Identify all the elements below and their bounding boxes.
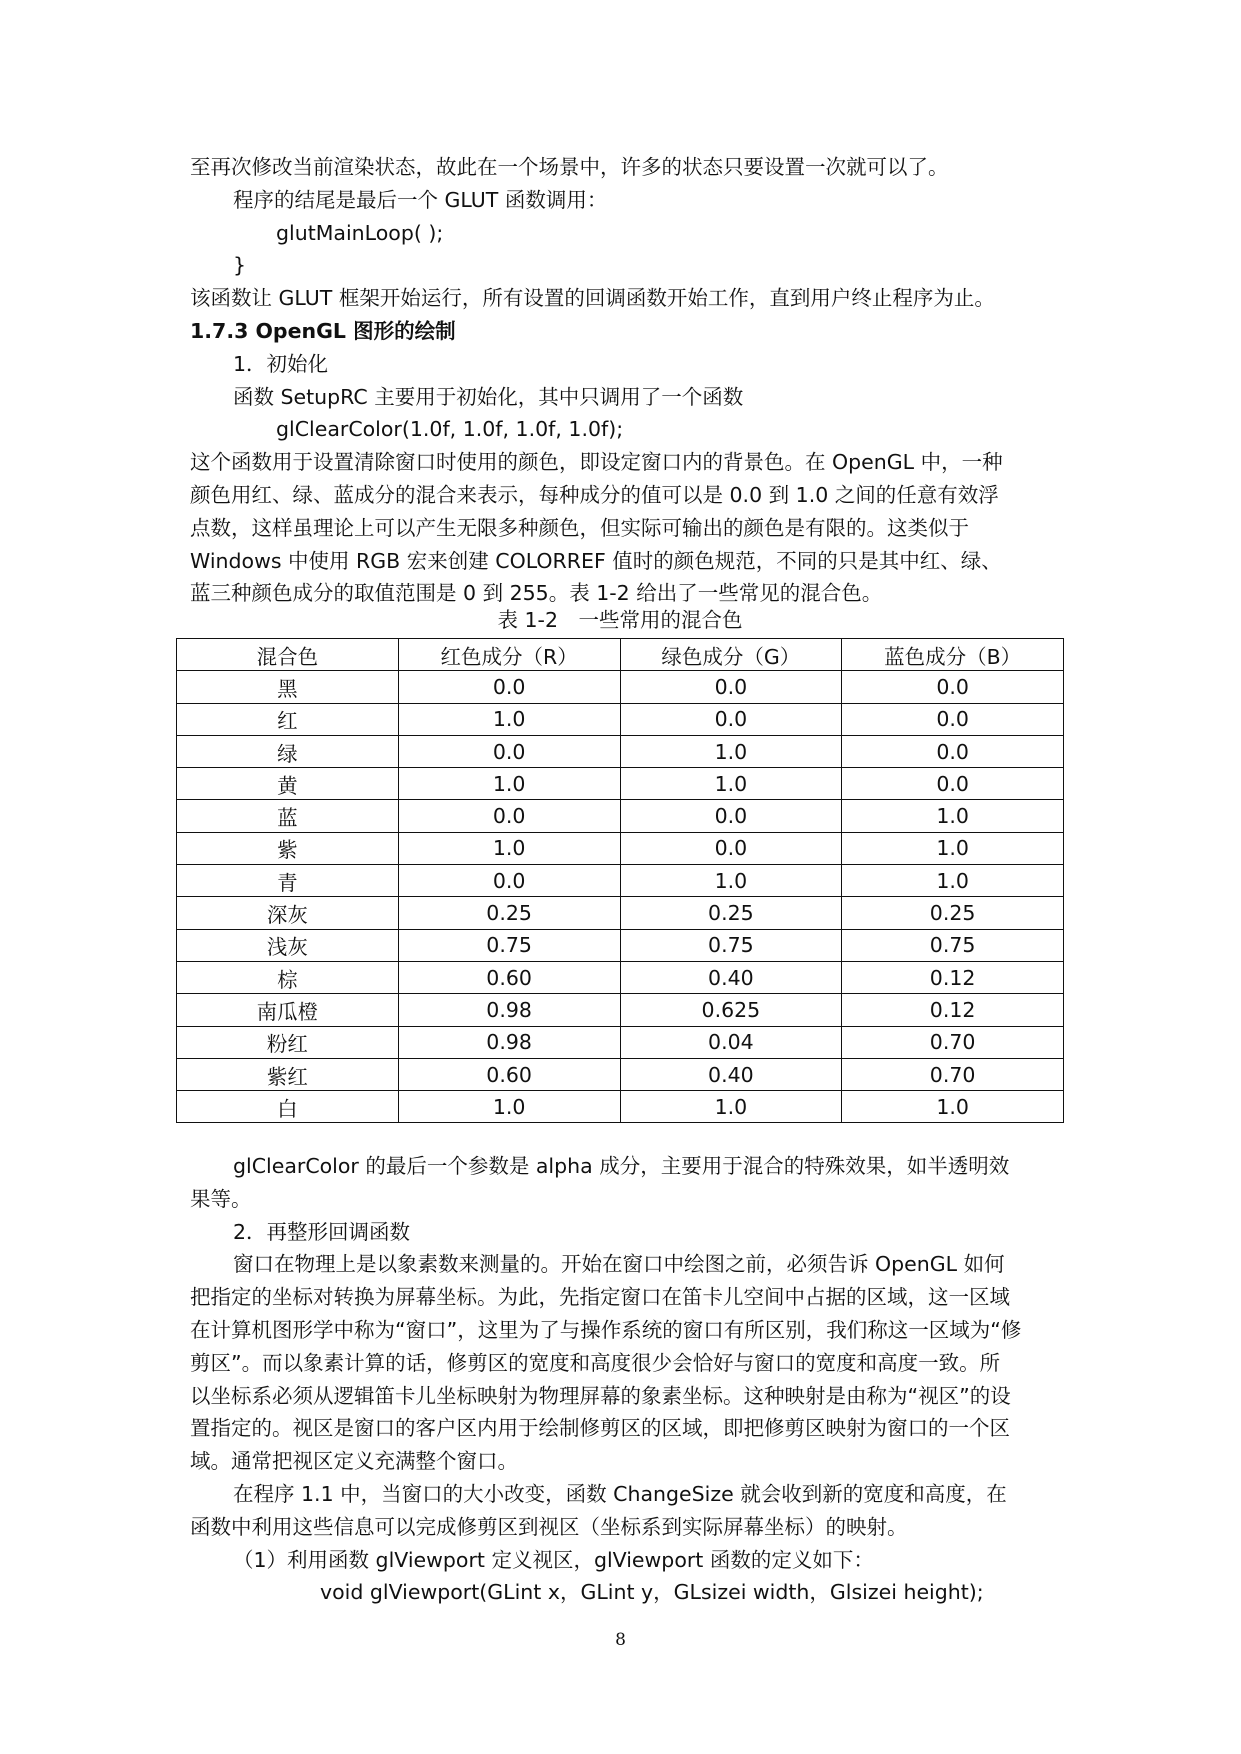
component-value-cell: 0.75 [842,929,1064,961]
component-value-cell: 1.0 [842,800,1064,832]
table-row [177,800,1064,832]
page-number: 8 [615,1630,626,1650]
color-name-cell: 浅灰 [177,929,399,961]
table-row [177,929,1064,961]
table-row [177,961,1064,993]
table-row [177,1058,1064,1090]
color-mix-table [176,638,1064,1123]
table-row [177,897,1064,929]
component-value-cell: 0.0 [398,735,620,767]
component-value-cell: 1.0 [620,865,842,897]
color-name-cell: 绿 [177,735,399,767]
color-name-cell: 红 [177,703,399,735]
component-value-cell: 0.60 [398,961,620,993]
component-value-cell: 0.0 [398,800,620,832]
text-line: 域。通常把视区定义充满整个窗口。 [190,1449,518,1474]
color-name-cell: 紫红 [177,1058,399,1090]
component-value-cell: 0.70 [842,1058,1064,1090]
text-line: 点数，这样虽理论上可以产生无限多种颜色，但实际可输出的颜色是有限的。这类似于 [190,515,969,540]
table-row [177,735,1064,767]
table-row [177,671,1064,703]
text-line: 函数 SetupRC 主要用于初始化，其中只调用了一个函数 [233,384,744,409]
table-row [177,994,1064,1026]
text-line: 以坐标系必须从逻辑笛卡儿坐标映射为物理屏幕的象素坐标。这种映射是由称为“视区”的设 [190,1383,1011,1408]
component-value-cell: 0.0 [842,768,1064,800]
text-line: 至再次修改当前渲染状态，故此在一个场景中，许多的状态只要设置一次就可以了。 [190,155,949,179]
component-value-cell: 1.0 [842,865,1064,897]
text-line: void glViewport(GLint x，GLint y，GLsizei width，Glsizei height); [320,1580,984,1605]
component-value-cell: 1.0 [398,1091,620,1123]
component-value-cell: 0.40 [620,1058,842,1090]
text-line: 1．初始化 [233,351,329,376]
component-value-cell: 1.0 [620,1091,842,1123]
color-name-cell: 粉红 [177,1026,399,1058]
text-line: 该函数让 GLUT 框架开始运行，所有设置的回调函数开始工作，直到用户终止程序为止。 [190,286,995,311]
component-value-cell: 1.0 [842,1091,1064,1123]
text-line: 把指定的坐标对转换为屏幕坐标。为此，先指定窗口在笛卡儿空间中占据的区域，这一区域 [190,1285,1010,1310]
table-row [177,703,1064,735]
header-red: 红色成分（R） [398,639,620,671]
text-line: 函数中利用这些信息可以完成修剪区到视区（坐标系到实际屏幕坐标）的映射。 [190,1514,908,1539]
text-line: 置指定的。视区是窗口的客户区内用于绘制修剪区的区域，即把修剪区映射为窗口的一个区 [190,1416,1010,1441]
text-line: glClearColor(1.0f, 1.0f, 1.0f, 1.0f); [276,417,624,442]
table-caption: 表 1-2 一些常用的混合色 [497,608,743,632]
color-name-cell: 棕 [177,961,399,993]
component-value-cell: 0.75 [620,929,842,961]
component-value-cell: 0.25 [620,897,842,929]
color-name-cell: 白 [177,1091,399,1123]
component-value-cell: 0.0 [842,735,1064,767]
component-value-cell: 1.0 [398,703,620,735]
header-green: 绿色成分（G） [620,639,842,671]
component-value-cell: 0.12 [842,961,1064,993]
text-line: 这个函数用于设置清除窗口时使用的颜色，即设定窗口内的背景色。在 OpenGL 中，一种 [190,450,1003,475]
color-name-cell: 青 [177,865,399,897]
table-row [177,768,1064,800]
component-value-cell: 0.25 [842,897,1064,929]
table-row [177,1026,1064,1058]
component-value-cell: 0.12 [842,994,1064,1026]
component-value-cell: 0.04 [620,1026,842,1058]
table-row [177,1091,1064,1123]
table-body [177,671,1064,1123]
section-heading: 1.7.3 OpenGL 图形的绘制 [190,319,456,343]
text-line: （1）利用函数 glViewport 定义视区，glViewport 函数的定义如下： [233,1547,874,1572]
text-line: 在计算机图形学中称为“窗口”，这里为了与操作系统的窗口有所区别，我们称这一区域为“修 [190,1318,1022,1342]
color-name-cell: 黑 [177,671,399,703]
table-header-row [177,639,1064,671]
component-value-cell: 0.0 [842,703,1064,735]
component-value-cell: 1.0 [842,832,1064,864]
text-line: 2．再整形回调函数 [233,1219,411,1244]
component-value-cell: 1.0 [620,735,842,767]
component-value-cell: 1.0 [398,768,620,800]
text-line: } [233,253,247,278]
color-name-cell: 黄 [177,768,399,800]
text-line: glutMainLoop( ); [276,220,444,245]
component-value-cell: 0.70 [842,1026,1064,1058]
component-value-cell: 0.0 [620,800,842,832]
header-mix-color: 混合色 [177,639,399,671]
text-line: 果等。 [190,1186,252,1211]
component-value-cell: 0.0 [620,832,842,864]
component-value-cell: 1.0 [398,832,620,864]
component-value-cell: 0.98 [398,994,620,1026]
text-line: 剪区”。而以象素计算的话，修剪区的宽度和高度很少会恰好与窗口的宽度和高度一致。所 [190,1350,1001,1375]
color-name-cell: 蓝 [177,800,399,832]
component-value-cell: 0.40 [620,961,842,993]
component-value-cell: 0.0 [620,703,842,735]
text-line: 窗口在物理上是以象素数来测量的。开始在窗口中绘图之前，必须告诉 OpenGL 如何 [233,1252,1005,1277]
color-name-cell: 紫 [177,832,399,864]
component-value-cell: 0.0 [842,671,1064,703]
component-value-cell: 0.0 [398,671,620,703]
header-blue: 蓝色成分（B） [842,639,1064,671]
component-value-cell: 0.0 [620,671,842,703]
component-value-cell: 0.0 [398,865,620,897]
table-row [177,865,1064,897]
component-value-cell: 0.98 [398,1026,620,1058]
text-line: glClearColor 的最后一个参数是 alpha 成分，主要用于混合的特殊效果，如半透明效 [233,1154,1010,1178]
component-value-cell: 0.25 [398,897,620,929]
text-line: 程序的结尾是最后一个 GLUT 函数调用： [233,187,608,212]
color-name-cell: 深灰 [177,897,399,929]
text-line: 蓝三种颜色成分的取值范围是 0 到 255。表 1-2 给出了一些常见的混合色。 [190,581,883,606]
color-name-cell: 南瓜橙 [177,994,399,1026]
component-value-cell: 0.75 [398,929,620,961]
table-row [177,832,1064,864]
text-line: 在程序 1.1 中，当窗口的大小改变，函数 ChangeSize 就会收到新的宽度和高度，在 [233,1482,1007,1506]
component-value-cell: 0.625 [620,994,842,1026]
text-line: Windows 中使用 RGB 宏来创建 COLORREF 值时的颜色规范，不同的只是其中红、绿、 [190,548,1002,573]
text-line: 颜色用红、绿、蓝成分的混合来表示，每种成分的值可以是 0.0 到 1.0 之间的任意有效浮 [190,483,999,507]
component-value-cell: 0.60 [398,1058,620,1090]
component-value-cell: 1.0 [620,768,842,800]
